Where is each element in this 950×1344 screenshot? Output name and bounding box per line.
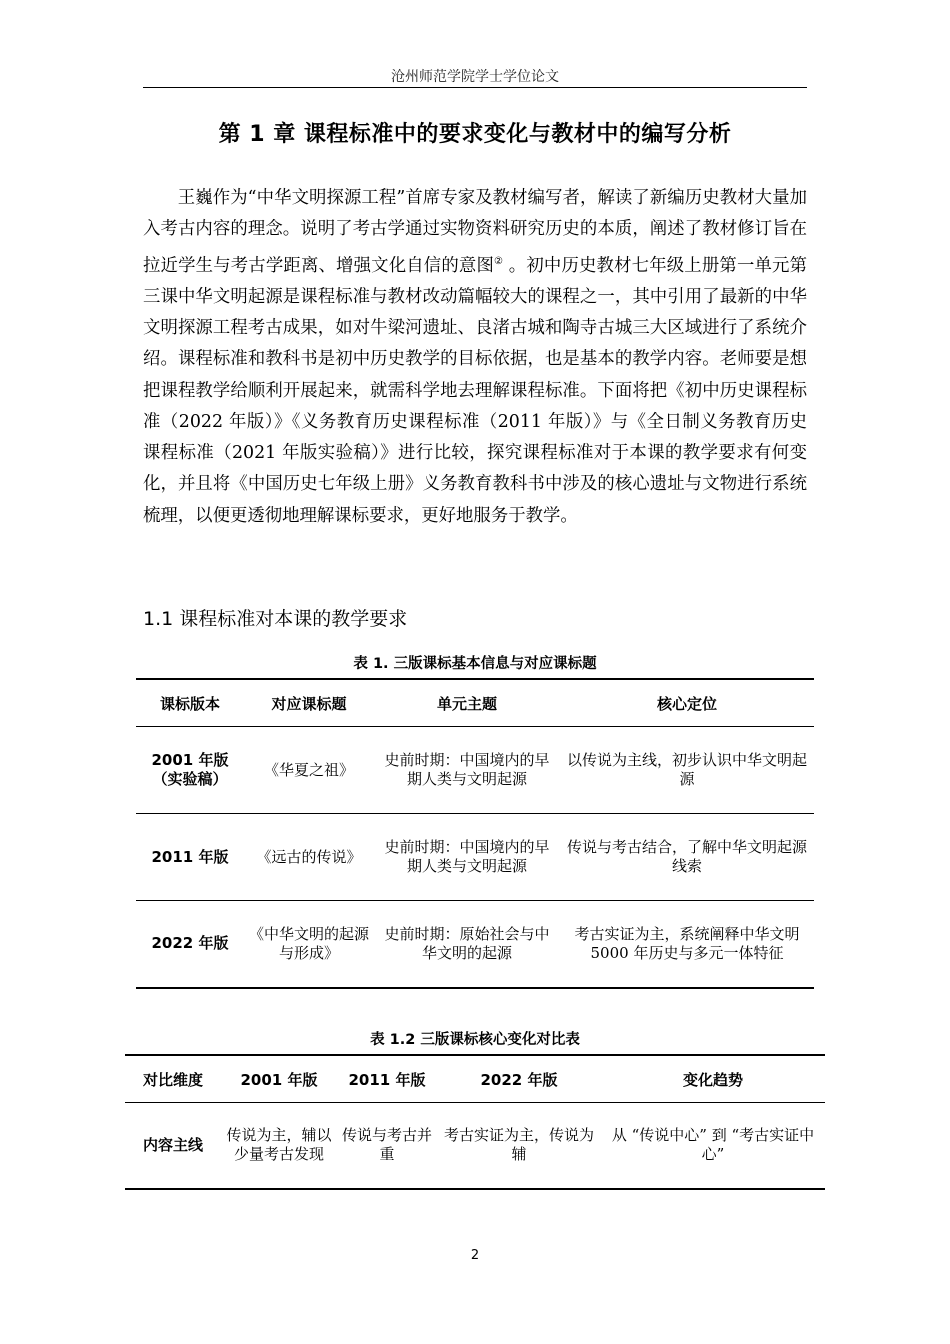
page-number: 2 [470,1248,480,1263]
table-course-standards-info [136,678,814,989]
table2-header-cell: 2022 年版 [480,1070,558,1089]
table-cell: 史前时期：中国境内的早期人类与文明起源 [384,751,550,788]
table-cell: 传说与考古结合，了解中华文明起源线索 [566,838,807,875]
table2-header-cell: 变化趋势 [682,1070,743,1089]
table2-header-cell: 2011 年版 [348,1070,426,1089]
table2-header-cell: 2001 年版 [240,1070,318,1089]
table1-header-row [136,679,814,727]
header-rule [143,87,807,88]
table1-caption: 表 1. 三版课标基本信息与对应课标题 [353,656,597,672]
table-cell: 传说为主，辅以少量考古发现 [226,1126,332,1164]
table2-header-cell: 对比维度 [142,1070,203,1089]
table2-header-row [125,1055,825,1103]
table1-header-cell: 核心定位 [656,694,717,713]
table-cell: 《中华文明的起源与形成》 [248,924,369,962]
chapter-title: 第 1 章 课程标准中的要求变化与教材中的编写分析 [218,122,732,147]
table-row [136,901,814,988]
table-cell: 史前时期：中国境内的早期人类与文明起源 [384,838,550,875]
table-row [136,727,814,814]
table-cell: 内容主线 [142,1135,203,1154]
table-cell: 2022 年版 [151,934,229,953]
table-row [125,1103,825,1189]
table-cell: 以传说为主线，初步认识中华文明起源 [566,751,807,788]
table-cell: 考古实证为主，系统阐释中华文明 5000 年历史与多元一体特征 [574,924,800,962]
paragraph-text-part-2: 。初中历史教材七年级上册第一单元第三课中华文明起源是课程标准与教材改动篇幅较大的课程之一，其中引用了最新的中华文明探源工程考古成果，如对牛梁河遗址、良渚古城和陶寺古城三大区域进行了系统介绍。课程标准和教科书是初中历史教学的目标依据，也是基本的教学内容。老师要是想把课程教学给顺利开展起来，就需科学地去理解课程标准。下面将把《初中历史课程标准（2022 年版）》《义务教育历史课程标准（2011 年版）》与《全日制义务教育历史课程标准（2021 年版实验稿）》进行比较，探究课程标准对于本课的教学要求有何变化，并且将《中国历史七年级上册》义务教育教科书中涉及的核心遗址与文物进行系统梳理，以便更透彻地理解课标要求，更好地服务于教学。 [143,255,807,526]
table1-header-cell: 对应课标题 [271,694,347,713]
table-cell: 《华夏之祖》 [263,760,354,779]
table-cell: 史前时期：原始社会与中华文明的起源 [384,924,550,962]
body-paragraph [143,183,807,532]
table-cell: 2011 年版 [151,847,229,866]
reference-mark[interactable]: ② [494,255,504,267]
table-cell: 《远古的传说》 [256,847,362,866]
table-cell: 2001 年版 （实验稿） [151,751,229,788]
table-row [136,814,814,901]
table-core-changes-comparison [125,1054,825,1190]
paragraph-text-part-1: 王巍作为“中华文明探源工程”首席专家及教材编写者，解读了新编历史教材大量加入考古内容的理念。说明了考古学通过实物资料研究历史的本质，阐述了教材修订旨在拉近学生与考古学距离、增强文化自信的意图 [143,188,807,276]
section-heading: 1.1 课程标准对本课的教学要求 [143,608,408,630]
page-header: 沧州师范学院学士学位论文 [391,69,559,85]
table-cell: 从 “传说中心” 到 “考古实证中心” [611,1126,815,1164]
table2-caption: 表 1.2 三版课标核心变化对比表 [370,1032,580,1048]
table1-header-cell: 课标版本 [159,694,220,713]
table-cell: 传说与考古并重 [341,1126,432,1164]
table1-header-cell: 单元主题 [436,694,497,713]
table-cell: 考古实证为主，传说为辅 [443,1126,594,1164]
